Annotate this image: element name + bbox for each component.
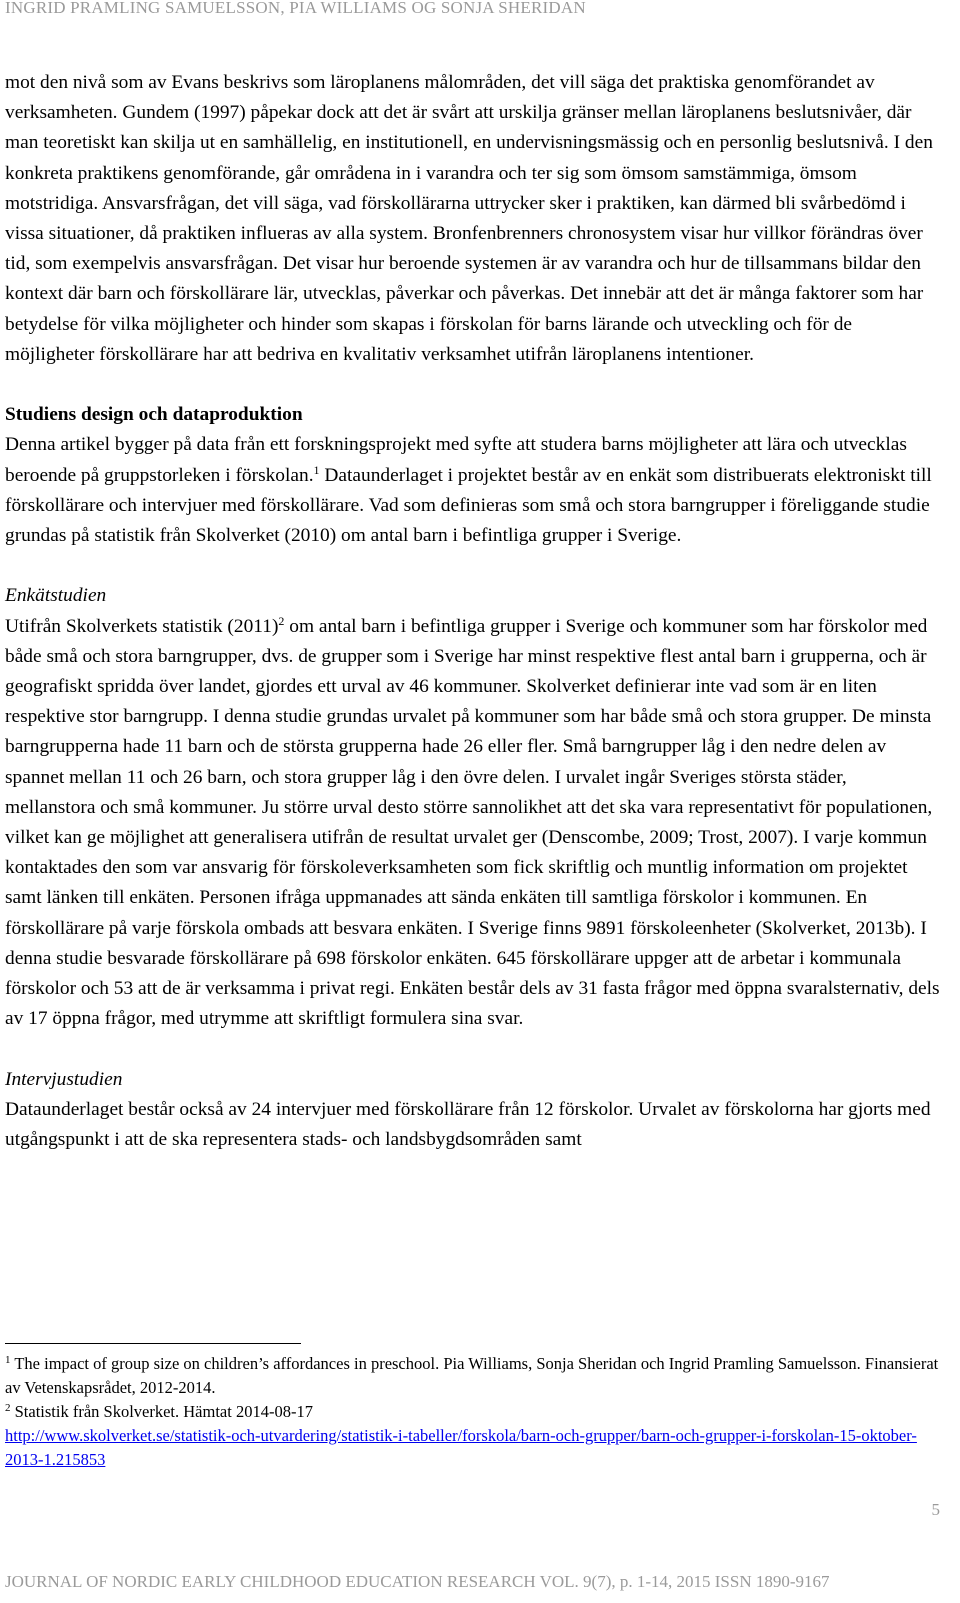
footnote-2-number: 2: [5, 1402, 11, 1414]
paragraph-intro: mot den nivå som av Evans beskrivs som läroplanens målområden, det vill säga det praktiska genomförandet av verksamheten. Gundem (1997) påpekar dock att det är svårt att urskilja gränser mellan läroplanens beslutsnivåer, där man teoretiskt kan skilja ut en samhällelig, en institutionell, en undervisningsmässig och en personlig beslutsnivå. I den konkreta praktikens genomförande, går områdena in i varandra och ter sig som ömsom samstämmiga, ömsom motstridiga. Ansvarsfrågan, det vill säga, vad förskollärarna uttrycker sker i praktiken, kan därmed bli svårbedömd i vissa situationer, då praktiken influeras av alla system. Bronfenbrenners chronosystem visar hur villkor förändras över tid, som exempelvis ansvarsfrågan. Det visar hur beroende systemen är av varandra och hur de tillsammans bildar den kontext där barn och förskollärare lär, utvecklas, påverkar och påverkas. Det innebär att det är många faktorer som har betydelse för vilka möjligheter och hinder som skapas i förskolan för barns lärande och utveckling och för de möjligheter förskollärare har att bedriva en kvalitativ verksamhet utifrån läroplanens intentioner.: [5, 72, 933, 365]
paragraph-spacer: [5, 551, 940, 581]
paragraph-survey-part-1: Utifrån Skolverkets statistik (2011): [5, 615, 279, 637]
footnote-2-link-line: [5, 1424, 940, 1472]
paragraph-survey: [5, 612, 940, 1035]
paragraph-interview: Dataunderlaget består också av 24 intervjuer med förskollärare från 12 förskolor. Urvalet av förskolorna har gjorts med utgångspunkt i att de ska representera stads- och landsbygdsområden samt: [5, 1098, 931, 1151]
footnote-2-link[interactable]: http://www.skolverket.se/statistik-och-utvardering/statistik-i-tabeller/forskola/barn-och-grupper/barn-och-grupper-i-forskolan-15-oktober-2013-1.215853: [5, 1426, 917, 1469]
paragraph-spacer: [5, 1034, 940, 1064]
paragraph-design-part-2: Dataunderlaget i projektet består av en enkät som distribuerats elektroniskt till förskollärare och intervjuer med förskollärare. Vad som definieras som små och stora barngrupper i föreliggande studie grundas på statistik från Skolverket (2010) om antal barn i befintliga grupper i Sverige.: [5, 464, 932, 547]
running-footer: JOURNAL OF NORDIC EARLY CHILDHOOD EDUCATION RESEARCH VOL. 9(7), p. 1-14, 2015 ISSN 1890-9167: [5, 1572, 830, 1591]
subheading-interview: Intervjustudien: [5, 1068, 123, 1090]
footnote-1: [5, 1352, 940, 1400]
body-text: [5, 68, 940, 1155]
paragraph-design: [5, 430, 940, 551]
section-heading-design: Studiens design och dataproduktion: [5, 404, 303, 426]
footnote-2: [5, 1400, 940, 1424]
footnote-ref-2[interactable]: 2: [278, 613, 285, 628]
footnote-divider: [5, 1343, 301, 1344]
paragraph-survey-part-2: om antal barn i befintliga grupper i Sverige och kommuner som har förskolor med både små och stora barngrupper, dvs. de grupper som i Sverige har minst respektive flest antal barn i grupperna, och är geografiskt spridda över landet, gjordes ett urval av 46 kommuner. Skolverket definierar inte vad som är en liten respektive stor barngrupp. I denna studie grundas urvalet på kommuner som har både små och stora grupper. De minsta barngrupperna hade 11 barn och de största grupperna hade 26 eller fler. Små barngrupper låg i den nedre delen av spannet mellan 11 och 26 barn, och stora grupper låg i den övre delen. I urvalet ingår Sveriges största städer, mellanstora och små kommuner. Ju större urval desto större sannolikhet att det ska vara representativt för populationen, vilket kan ge möjlighet att generalisera utifrån de resultat urvalet ger (Denscombe, 2009; Trost, 2007). I varje kommun kontaktades den som var ansvarig för förskoleverksamheten som fick skriftlig och muntlig information om projektet samt länken till enkäten. Personen ifråga uppmanades att sända enkäten till samtliga förskolor i kommunen. En förskollärare på varje förskola ombads att besvara enkäten. I Sverige finns 9891 förskoleenheter (Skolverket, 2013b). I denna studie besvarade förskollärare på 698 förskolor enkäten. 645 förskollärare uppger att de arbetar i kommunala förskolor och 53 att de är verksamma i privat regi. Enkäten består dels av 31 fasta frågor med öppna svaralsternativ, dels av 17 öppna frågor, med utrymme att skriftligt formulera sina svar.: [5, 615, 940, 1030]
paragraph-design-part-1: Denna artikel bygger på data från ett forskningsprojekt med syfte att studera barns möjligheter att lära och utvecklas beroende på gruppstorleken i förskolan.: [5, 434, 907, 486]
paragraph-spacer: [5, 370, 940, 400]
footnote-2-text: Statistik från Skolverket. Hämtat 2014-08-17: [10, 1402, 313, 1421]
page-number: 5: [931, 1500, 940, 1519]
subheading-survey: Enkätstudien: [5, 585, 107, 607]
footnote-1-text: The impact of group size on children’s affordances in preschool. Pia Williams, Sonja Sheridan och Ingrid Pramling Samuelsson. Finansierat av Vetenskapsrådet, 2012-2014.: [5, 1354, 939, 1397]
footnote-1-number: 1: [5, 1354, 11, 1366]
footnotes: [5, 1352, 940, 1472]
running-header: INGRID PRAMLING SAMUELSSON, PIA WILLIAMS OG SONJA SHERIDAN: [5, 0, 586, 17]
footnote-ref-1[interactable]: 1: [313, 462, 320, 477]
